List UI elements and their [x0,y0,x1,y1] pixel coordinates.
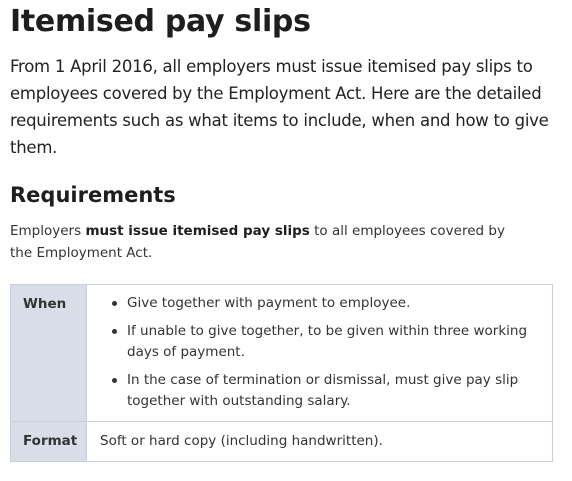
intro-paragraph: From 1 April 2016, all employers must issue itemised pay slips to employees covered by the Employment Act. Here are the detailed requirements such as what items to include, when and how to give them. [10,57,549,157]
requirements-table [10,284,553,462]
when-label: When [11,285,87,422]
format-label: Format [11,422,87,462]
page-title: Itemised pay slips [10,4,311,39]
table-row-when [11,285,553,422]
when-list-item: If unable to give together, to be given within three working days of payment. [127,321,542,363]
format-value: Soft or hard copy (including handwritten). [87,422,553,462]
when-list-item: Give together with payment to employee. [127,293,542,314]
when-value [87,285,553,422]
when-list-item: In the case of termination or dismissal, must give pay slip together with outstanding salary. [127,370,542,412]
requirements-heading: Requirements [10,183,176,207]
requirements-text [10,220,530,264]
when-list [100,293,542,412]
requirements-text-emphasis: must issue itemised pay slips [85,223,310,239]
requirements-text-end: to all employees covered by the Employment Act. [10,223,505,261]
table-row-format [11,422,553,462]
requirements-text-start: Employers [10,223,86,239]
